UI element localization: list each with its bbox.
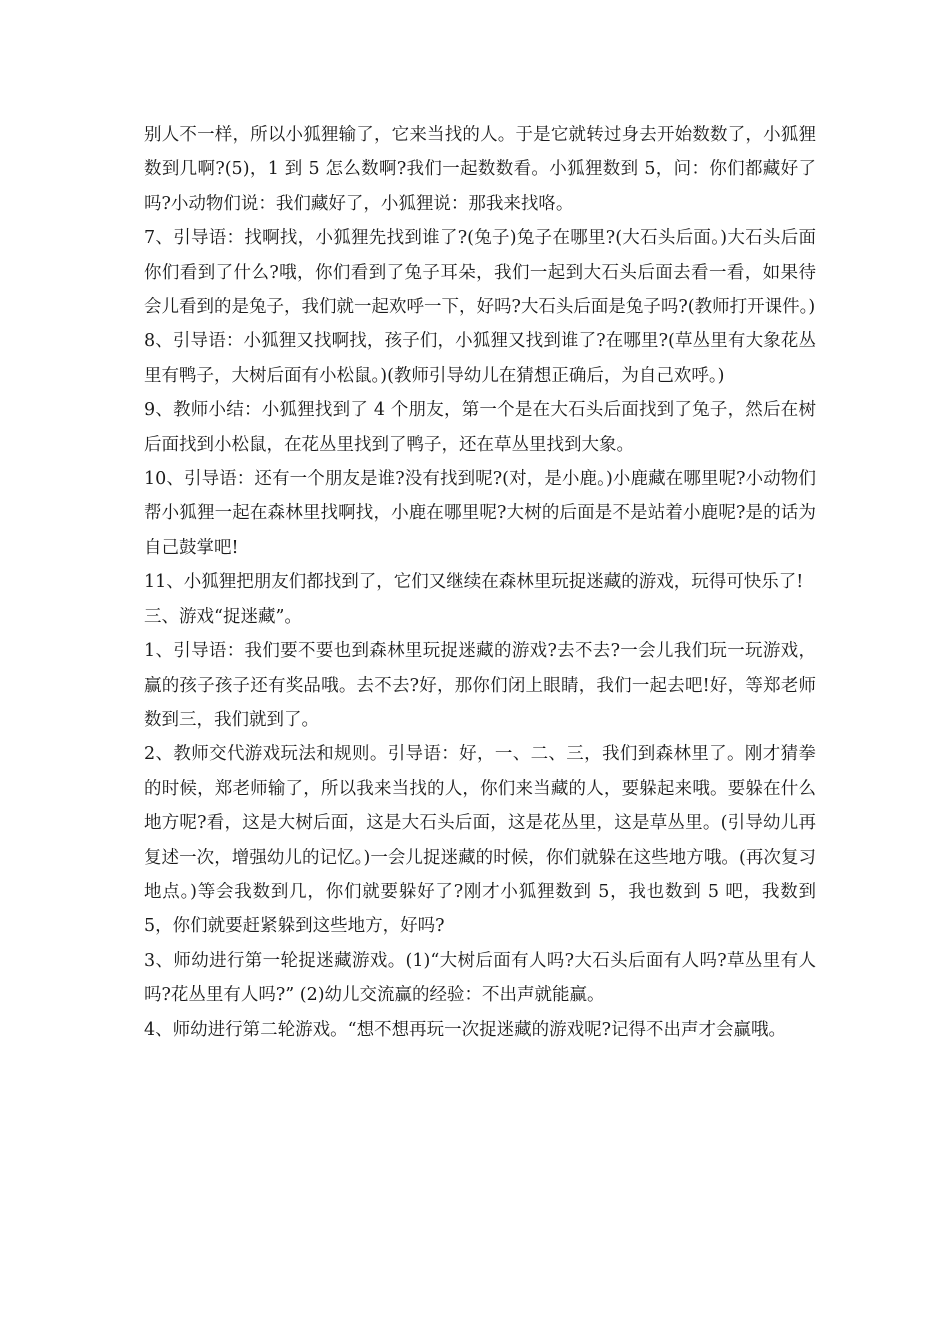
paragraph-step-9: 9、教师小结：小狐狸找到了 4 个朋友，第一个是在大石头后面找到了兔子，然后在树后面找到小松鼠，在花丛里找到了鸭子，还在草丛里找到大象。 <box>144 400 816 455</box>
paragraph-game-step-4: 4、师幼进行第二轮游戏。“想不想再玩一次捉迷藏的游戏呢?记得不出声才会赢哦。 <box>144 1019 786 1040</box>
paragraph-game-step-1: 1、引导语：我们要不要也到森林里玩捉迷藏的游戏?去不去?一会儿我们玩一玩游戏，赢的孩子孩子还有奖品哦。去不去?好，那你们闭上眼睛，我们一起去吧!好，等郑老师数到三，我们就到了。 <box>144 641 816 730</box>
paragraph-game-step-3: 3、师幼进行第一轮捉迷藏游戏。(1)“大树后面有人吗?大石头后面有人吗?草丛里有人吗?花丛里有人吗?” (2)幼儿交流赢的经验：不出声就能赢。 <box>144 950 816 1006</box>
paragraph-continuation: 别人不一样，所以小狐狸输了，它来当找的人。于是它就转过身去开始数数了，小狐狸数到几啊?(5)，1 到 5 怎么数啊?我们一起数数看。小狐狸数到 5，问：你们都藏好了吗?小动物们说：我们藏好了，小狐狸说：那我来找咯。 <box>144 125 816 214</box>
paragraph-game-step-2: 2、教师交代游戏玩法和规则。引导语：好，一、二、三，我们到森林里了。刚才猜拳的时候，郑老师输了，所以我来当找的人，你们来当藏的人，要躲起来哦。要躲在什么地方呢?看，这是大树后面，这是大石头后面，这是花丛里，这是草丛里。(引导幼儿再复述一次，增强幼儿的记忆。)一会儿捉迷藏的时候，你们就躲在这些地方哦。(再次复习地点。)等会我数到几，你们就要躲好了?刚才小狐狸数到 5，我也数到 5 吧，我数到 5，你们就要赶紧躲到这些地方，好吗? <box>144 744 816 937</box>
section-heading-game: 三、游戏“捉迷藏”。 <box>144 606 302 627</box>
paragraph-step-8: 8、引导语：小狐狸又找啊找，孩子们，小狐狸又找到谁了?在哪里?(草丛里有大象花丛里有鸭子，大树后面有小松鼠。)(教师引导幼儿在猜想正确后，为自己欢呼。) <box>144 331 816 386</box>
paragraph-step-11: 11、小狐狸把朋友们都找到了，它们又继续在森林里玩捉迷藏的游戏，玩得可快乐了! <box>144 572 804 593</box>
paragraph-step-10: 10、引导语：还有一个朋友是谁?没有找到呢?(对，是小鹿。)小鹿藏在哪里呢?小动物们帮小狐狸一起在森林里找啊找，小鹿在哪里呢?大树的后面是不是站着小鹿呢?是的话为自己鼓掌吧! <box>144 469 816 558</box>
paragraph-step-7: 7、引导语：找啊找，小狐狸先找到谁了?(兔子)兔子在哪里?(大石头后面。)大石头后面你们看到了什么?哦，你们看到了兔子耳朵，我们一起到大石头后面去看一看，如果待会儿看到的是兔子，我们就一起欢呼一下，好吗?大石头后面是兔子吗?(教师打开课件。) <box>144 228 816 318</box>
document-body <box>144 118 816 1047</box>
